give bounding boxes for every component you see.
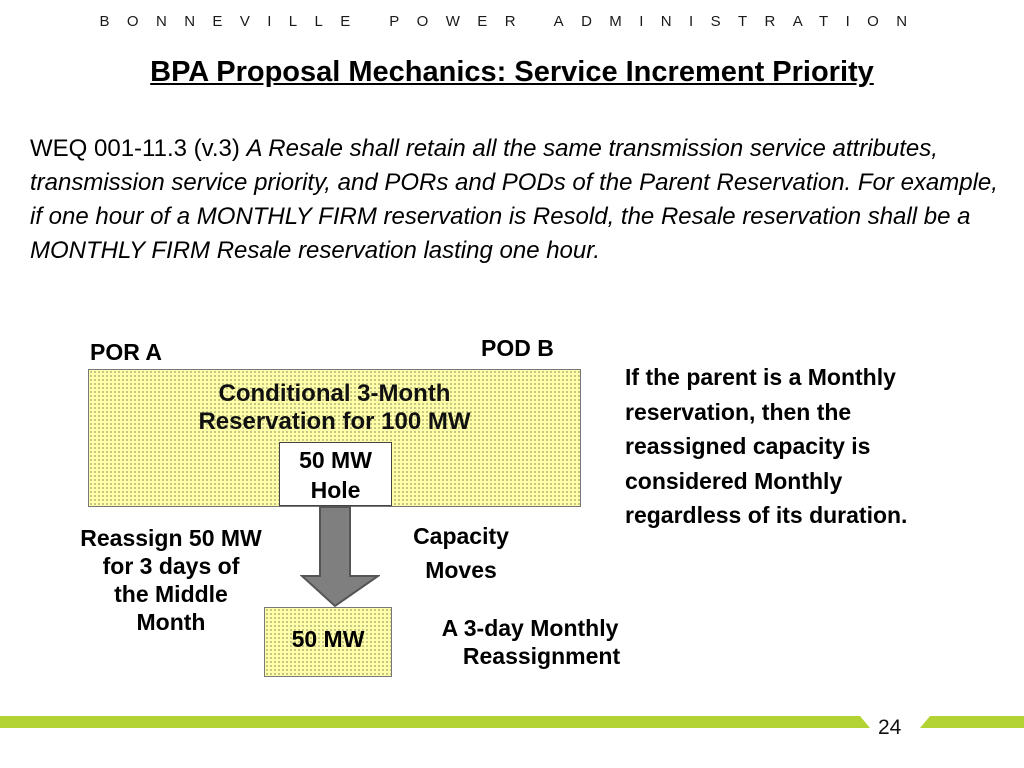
por-label: POR A <box>90 339 162 365</box>
hole-line1: 50 MW <box>299 447 372 473</box>
capacity-moves-label <box>393 519 529 587</box>
slide-body <box>30 132 1000 268</box>
reassign-line3: the Middle <box>114 581 228 607</box>
note-line1: If the parent is a Monthly <box>625 364 896 390</box>
reassign-line4: Month <box>136 609 206 635</box>
capacity-line2: Moves <box>425 557 497 583</box>
page-number: 24 <box>878 716 902 739</box>
reassign-label <box>40 524 302 636</box>
down-arrow-icon <box>300 506 380 608</box>
parent-reservation-text <box>89 380 580 436</box>
capacity-line1: Capacity <box>413 523 509 549</box>
reassigned-capacity-text: 50 MW <box>291 626 365 652</box>
hole-line2: Hole <box>310 477 361 503</box>
hole-box <box>279 442 392 506</box>
rule-text: A Resale shall retain all the same transmission service attributes, transmission service priority, and PORs and PODs of the Parent Reservation. For example, if one hour of a MONTHLY FIRM reservation is Resold, the Resale reservation shall be a MONTHLY FIRM Resale reservation lasting one hour. <box>30 135 998 264</box>
footer-bar-right <box>920 716 1024 728</box>
parent-reservation-line2: Reservation for 100 MW <box>198 408 471 435</box>
pod-label: POD B <box>481 335 554 361</box>
rule-reference: WEQ 001-11.3 (v.3) <box>30 135 247 162</box>
note-line3: reassigned capacity is <box>625 433 871 459</box>
note-line2: reservation, then the <box>625 398 852 425</box>
reassignment-line2: Reassignment <box>462 643 621 669</box>
reassigned-capacity-box <box>264 607 392 677</box>
parent-reservation-line1: Conditional 3-Month <box>218 380 451 407</box>
reassign-line2: for 3 days of <box>102 553 240 579</box>
note-line5: regardless of its duration. <box>625 502 908 528</box>
slide-title: BPA Proposal Mechanics: Service Increment Priority <box>150 56 874 88</box>
monthly-note <box>625 360 1005 533</box>
organization-header: BONNEVILLE POWER ADMINISTRATION <box>99 13 925 30</box>
reassignment-line1: A 3-day Monthly <box>441 615 619 641</box>
footer-bar-left <box>0 716 870 728</box>
reassign-line1: Reassign 50 MW <box>80 525 262 551</box>
note-line4: considered Monthly <box>625 467 843 494</box>
reassignment-label <box>410 614 650 670</box>
